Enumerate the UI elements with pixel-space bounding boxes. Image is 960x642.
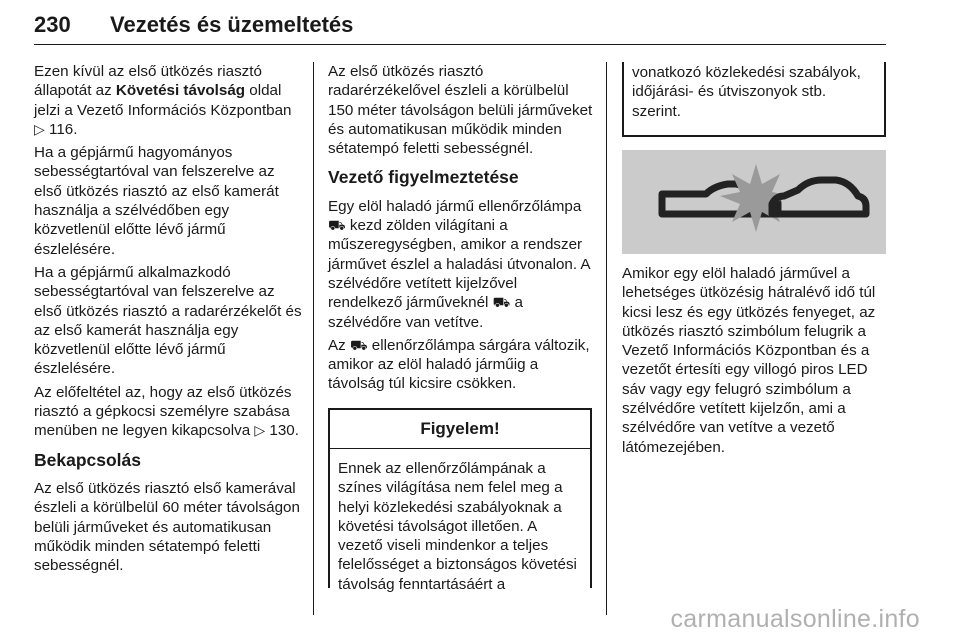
- paragraph: Az első ütközés riasztó első kamerával észleli a körülbelül 60 méter távolságon belüli járműveket és automatikusan működik minden sétatempó feletti sebességnél.: [34, 479, 300, 575]
- paragraph: Egy elöl haladó jármű ellenőrzőlámpa ⛟ kezd zölden világítani a műszeregységben, amikor a rendszer járművet észlel a haladási útvonalon. A szélvédőre vetített kijelzővel rendelkező járműveknél ⛟ a szélvédőre van vetítve.: [328, 197, 590, 331]
- vehicle-ahead-icon: ⛟: [492, 294, 511, 311]
- paragraph: Ezen kívül az első ütközés riasztó állapotát az Követési távolság oldal jelzi a Vezető Információs Központban ▷ 116.: [34, 63, 292, 138]
- page-reference[interactable]: 116.: [49, 120, 78, 138]
- page-reference-arrow-icon: ▷: [34, 120, 45, 137]
- page-number: 230: [34, 12, 71, 37]
- page-header: [34, 6, 886, 45]
- vehicle-ahead-icon: ⛟: [328, 217, 346, 234]
- page-reference[interactable]: 130.: [269, 422, 299, 440]
- column-1: [34, 62, 306, 579]
- paragraph: Az ⛟ ellenőrzőlámpa sárgára változik, amikor az elöl haladó járműig a távolság túl kicsire csökken.: [328, 336, 590, 393]
- subheading: Vezető figyelmeztetése: [328, 167, 519, 188]
- bold-term: Követési távolság: [115, 82, 246, 100]
- column-2: [328, 62, 594, 398]
- paragraph: Ha a gépjármű alkalmazkodó sebességtartóval van felszerelve az első ütközés riasztó a radarérzékelőt és az első kamerát használja egy közvetlenül előtte lévő jármű észlelésére.: [34, 263, 302, 378]
- subheading: Bekapcsolás: [34, 449, 142, 470]
- watermark: carmanualsonline.info: [670, 605, 920, 633]
- column-divider: [313, 62, 314, 615]
- collision-warning-icon: [622, 150, 886, 254]
- paragraph: Az előfeltétel az, hogy az első ütközés riasztó a gépkocsi személyre szabása menüben ne legyen kikapcsolva ▷ 130.: [34, 383, 299, 440]
- warning-box-continued: vonatkozó közlekedési szabályok, időjárási- és útviszonyok stb. szerint.: [622, 62, 886, 137]
- column-3: [622, 264, 888, 457]
- column-divider: [606, 62, 607, 615]
- section-title: Vezetés és üzemeltetés: [110, 12, 354, 37]
- warning-box: [328, 408, 592, 593]
- warning-title: Figyelem!: [330, 410, 590, 449]
- vehicle-ahead-icon: ⛟: [349, 336, 368, 353]
- paragraph: Ha a gépjármű hagyományos sebességtartóval van felszerelve az első ütközés riasztó az első kamerát használja a szélvédőben egy közvetlenül előtte lévő jármű észlelésére.: [34, 144, 279, 258]
- page-reference-arrow-icon: ▷: [254, 422, 266, 439]
- paragraph: Amikor egy elöl haladó járművel a lehetséges ütközésig hátralévő idő túl kicsi lesz és egy ütközés fenyeget, az ütközés riasztó szimbólum felugrik a Vezető Információs Központban és a vezetőt értesíti egy villogó piros LED sáv vagy egy felugró szimbólum a szélvédőre vetített kijelzőn, ami a szélvédőre van vetítve a vezető látómezejében.: [622, 265, 876, 456]
- paragraph: Az első ütközés riasztó radarérzékelővel észleli a körülbelül 150 méter távolságon belüli járműveket és automatikusan működik minden sétatempó feletti sebességnél.: [328, 63, 593, 158]
- vehicle-ahead-outline: [772, 180, 866, 214]
- warning-text: Ennek az ellenőrzőlámpának a színes világítása nem felel meg a helyi közlekedési szabályoknak a követési távolságot illetően. A vezető viseli mindenkor a teljes felelősséget a biztonságos követési távolság fenntartásáért a: [338, 460, 577, 593]
- collision-warning-illustration: [622, 150, 886, 254]
